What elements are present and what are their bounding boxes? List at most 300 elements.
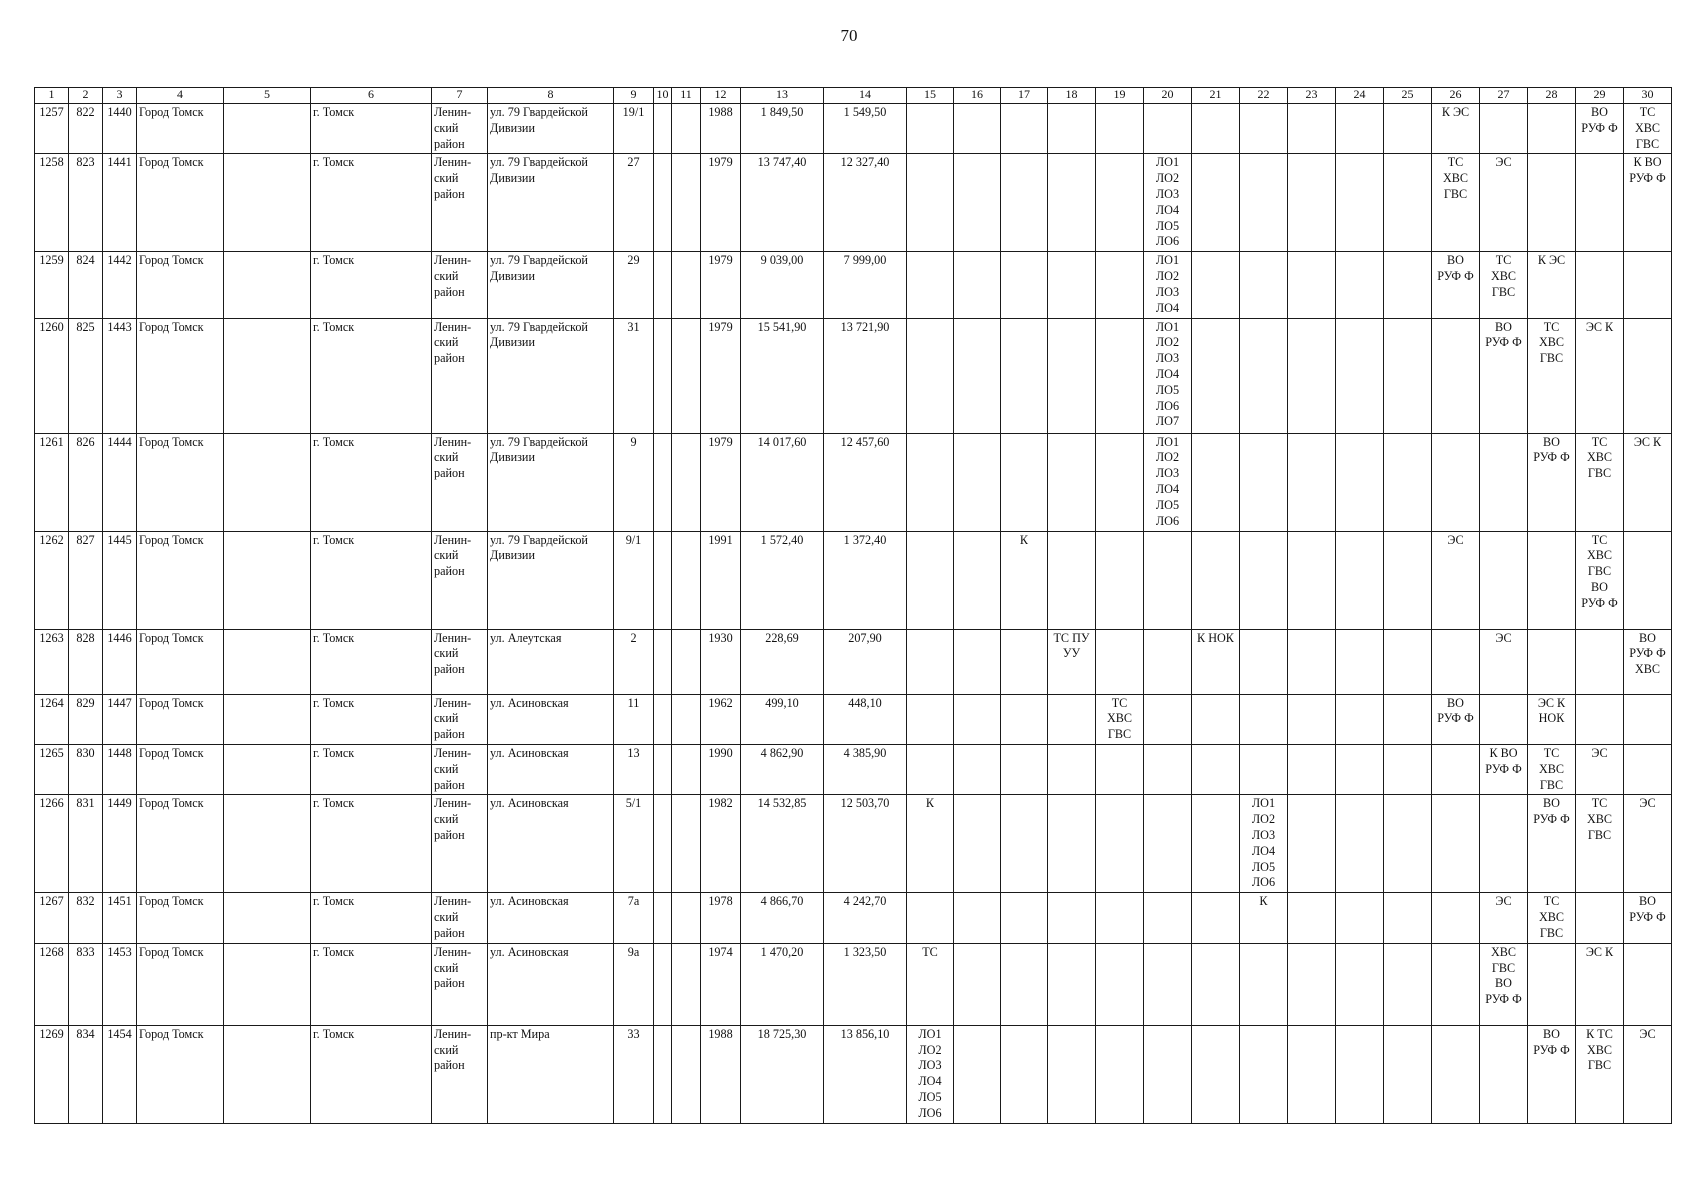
table-cell [1144,744,1192,794]
table-cell [1336,744,1384,794]
table-cell: К ТС ХВС ГВС [1576,1025,1624,1123]
column-header: 4 [137,88,224,104]
table-cell: 499,10 [741,694,824,744]
table-cell: ул. 79 Гвардейской Дивизии [488,104,614,154]
table-cell: Город Томск [137,318,224,433]
table-cell [1288,893,1336,943]
table-cell [1432,744,1480,794]
table-cell: 31 [614,318,654,433]
table-cell [1096,893,1144,943]
table-cell [1144,629,1192,694]
table-cell: 830 [69,744,103,794]
table-cell: К ЭС [1432,104,1480,154]
table-cell: 1449 [103,795,137,893]
column-header: 2 [69,88,103,104]
table-cell: Ленин- ский район [432,629,488,694]
table-cell [954,694,1001,744]
table-cell [1001,1025,1048,1123]
table-row [35,629,1672,694]
table-cell [1144,104,1192,154]
table-cell: ВО РУФ Ф [1624,893,1672,943]
table-cell [1288,154,1336,252]
table-cell [907,104,954,154]
table-cell [1528,629,1576,694]
column-header: 22 [1240,88,1288,104]
table-row [35,531,1672,629]
table-cell [672,531,701,629]
table-cell [1001,433,1048,531]
table-cell [907,629,954,694]
table-cell: К НОК [1192,629,1240,694]
table-cell [1192,1025,1240,1123]
table-cell [1240,433,1288,531]
table-cell [654,629,672,694]
table-cell [1336,943,1384,1025]
table-cell [1624,744,1672,794]
column-header: 30 [1624,88,1672,104]
table-cell [1336,318,1384,433]
table-cell [1048,531,1096,629]
table-cell: г. Томск [311,154,432,252]
table-cell [1576,893,1624,943]
table-cell [954,318,1001,433]
table-cell: ТС ХВС ГВС [1528,318,1576,433]
table-cell: ТС ХВС ГВС [1528,893,1576,943]
table-cell: ЭС [1432,531,1480,629]
table-cell: 15 541,90 [741,318,824,433]
table-cell [672,318,701,433]
table-cell: Ленин- ский район [432,531,488,629]
table-cell [1624,531,1672,629]
table-cell: 1962 [701,694,741,744]
table-cell [654,943,672,1025]
table-cell [1192,104,1240,154]
table-cell: 9 039,00 [741,252,824,318]
table-cell: 1269 [35,1025,69,1123]
table-cell: Ленин- ский район [432,943,488,1025]
table-cell: Ленин- ский район [432,252,488,318]
table-cell [224,1025,311,1123]
table-cell [1336,795,1384,893]
table-cell: 1447 [103,694,137,744]
table-cell [1480,694,1528,744]
table-cell [1288,629,1336,694]
table-cell: г. Томск [311,629,432,694]
table-cell: К [1001,531,1048,629]
table-cell [1240,531,1288,629]
table-cell [907,744,954,794]
table-cell [1096,744,1144,794]
table-cell [1240,154,1288,252]
table-cell: г. Томск [311,531,432,629]
table-cell [1192,154,1240,252]
table-cell: ЭС [1480,154,1528,252]
table-cell [1432,1025,1480,1123]
table-cell: 14 017,60 [741,433,824,531]
table-cell [1144,893,1192,943]
table-cell [224,629,311,694]
table-cell: 27 [614,154,654,252]
table-cell [1336,893,1384,943]
table-cell [1048,694,1096,744]
table-cell [1384,252,1432,318]
table-cell [907,154,954,252]
table-cell: Ленин- ский район [432,104,488,154]
table-cell: 1267 [35,893,69,943]
table-cell [654,433,672,531]
table-cell: г. Томск [311,744,432,794]
table-cell [1288,104,1336,154]
header-row [35,88,1672,104]
table-cell: 1448 [103,744,137,794]
table-cell [1432,943,1480,1025]
table-cell [1576,252,1624,318]
table-cell: ЭС К [1576,943,1624,1025]
table-cell: ул. 79 Гвардейской Дивизии [488,318,614,433]
table-cell [1384,104,1432,154]
table-cell [1624,943,1672,1025]
table-cell: ул. Асиновская [488,744,614,794]
table-cell: ул. 79 Гвардейской Дивизии [488,154,614,252]
table-cell [1240,943,1288,1025]
table-cell: 1268 [35,943,69,1025]
table-cell [224,943,311,1025]
table-cell [1336,154,1384,252]
table-cell: пр-кт Мира [488,1025,614,1123]
table-row [35,104,1672,154]
table-cell [1384,154,1432,252]
table-cell: 1990 [701,744,741,794]
table-cell: 1 849,50 [741,104,824,154]
table-cell: 1446 [103,629,137,694]
table-cell: К [907,795,954,893]
table-cell [1480,433,1528,531]
table-cell: г. Томск [311,252,432,318]
table-cell [1288,433,1336,531]
column-header: 1 [35,88,69,104]
table-cell [1288,318,1336,433]
table-cell: 1979 [701,252,741,318]
table-cell: Город Томск [137,629,224,694]
table-cell: г. Томск [311,795,432,893]
table-cell: К ВО РУФ Ф [1624,154,1672,252]
table-cell: 1264 [35,694,69,744]
table-cell [1048,252,1096,318]
column-header: 27 [1480,88,1528,104]
table-cell: 823 [69,154,103,252]
table-cell [1480,104,1528,154]
table-cell [1528,943,1576,1025]
table-cell [672,629,701,694]
table-cell: г. Томск [311,318,432,433]
table-cell [954,795,1001,893]
table-cell [1144,694,1192,744]
table-cell [672,795,701,893]
column-header: 15 [907,88,954,104]
table-cell: ТС ХВС ГВС [1432,154,1480,252]
table-cell [654,744,672,794]
table-cell: К [1240,893,1288,943]
table-row [35,154,1672,252]
table-cell [954,629,1001,694]
table-cell: ЭС [1480,893,1528,943]
table-cell: 1258 [35,154,69,252]
table-cell: ВО РУФ Ф [1528,795,1576,893]
table-cell: Ленин- ский район [432,694,488,744]
table-cell: ЭС [1624,1025,1672,1123]
column-header: 21 [1192,88,1240,104]
table-cell: 1453 [103,943,137,1025]
table-cell [954,1025,1001,1123]
table-cell: Ленин- ский район [432,318,488,433]
table-cell [1624,318,1672,433]
column-header: 8 [488,88,614,104]
table-cell [1240,744,1288,794]
table-cell: 1930 [701,629,741,694]
table-cell [954,943,1001,1025]
table-cell: 12 327,40 [824,154,907,252]
table-cell: ул. Асиновская [488,943,614,1025]
table-cell: 826 [69,433,103,531]
table-cell [1048,893,1096,943]
table-cell: 1988 [701,104,741,154]
table-cell: ул. Асиновская [488,893,614,943]
table-cell: ТС ХВС ГВС [1480,252,1528,318]
table-cell: г. Томск [311,893,432,943]
table-cell [1384,795,1432,893]
table-cell: 1265 [35,744,69,794]
table-cell: 9/1 [614,531,654,629]
table-cell [907,433,954,531]
table-cell [224,154,311,252]
table-cell [1480,795,1528,893]
table-cell [224,694,311,744]
table-cell: 1988 [701,1025,741,1123]
table-cell [1288,252,1336,318]
table-cell [1432,433,1480,531]
table-cell [1288,694,1336,744]
table-cell [1384,744,1432,794]
table-cell: Город Томск [137,433,224,531]
table-cell [1096,629,1144,694]
table-cell [654,531,672,629]
table-cell: 1979 [701,433,741,531]
table-cell [1096,154,1144,252]
table-cell: Город Томск [137,893,224,943]
table-cell: 4 866,70 [741,893,824,943]
table-cell: ВО РУФ Ф [1432,252,1480,318]
table-cell [954,744,1001,794]
table-cell: 448,10 [824,694,907,744]
table-cell: 4 385,90 [824,744,907,794]
table-cell [1192,694,1240,744]
table-cell [1240,629,1288,694]
table-cell: ул. 79 Гвардейской Дивизии [488,531,614,629]
table-cell: 1444 [103,433,137,531]
table-cell [1240,104,1288,154]
table-cell: Город Томск [137,1025,224,1123]
table-cell [1001,104,1048,154]
table-cell [1048,744,1096,794]
table-cell: ВО РУФ Ф [1576,104,1624,154]
table-row [35,318,1672,433]
column-header: 18 [1048,88,1096,104]
table-cell [654,252,672,318]
column-header: 25 [1384,88,1432,104]
table-cell: 1266 [35,795,69,893]
table-row [35,943,1672,1025]
table-cell [1528,104,1576,154]
table-cell: 1440 [103,104,137,154]
table-cell: 13 747,40 [741,154,824,252]
table-cell: 824 [69,252,103,318]
table-cell [1336,252,1384,318]
table-cell [1192,318,1240,433]
table-cell [1096,318,1144,433]
table-cell: ТС ХВС ГВС [1624,104,1672,154]
table-cell: ЛО1 ЛО2 ЛО3 ЛО4 ЛО5 ЛО6 [1144,433,1192,531]
table-cell: 4 862,90 [741,744,824,794]
column-header: 19 [1096,88,1144,104]
table-cell: г. Томск [311,1025,432,1123]
table-cell [672,744,701,794]
table-cell: ЛО1 ЛО2 ЛО3 ЛО4 [1144,252,1192,318]
table-cell [1001,629,1048,694]
column-header: 11 [672,88,701,104]
table-cell: 12 457,60 [824,433,907,531]
table-cell: 1263 [35,629,69,694]
column-header: 24 [1336,88,1384,104]
register-table [34,87,1672,1124]
table-cell: 1441 [103,154,137,252]
table-cell [1432,795,1480,893]
table-cell [224,744,311,794]
table-cell: 1 323,50 [824,943,907,1025]
table-cell: К ВО РУФ Ф [1480,744,1528,794]
table-cell [224,252,311,318]
table-cell [224,893,311,943]
table-cell: 822 [69,104,103,154]
table-cell [1096,795,1144,893]
table-cell [1192,744,1240,794]
table-cell: ЭС [1576,744,1624,794]
table-cell [1384,694,1432,744]
table-cell: ЛО1 ЛО2 ЛО3 ЛО4 ЛО5 ЛО6 ЛО7 [1144,318,1192,433]
table-cell [1192,943,1240,1025]
column-header: 17 [1001,88,1048,104]
table-cell [1144,795,1192,893]
table-cell [1048,1025,1096,1123]
table-cell [1001,694,1048,744]
table-cell [224,318,311,433]
table-cell: 4 242,70 [824,893,907,943]
table-cell: 832 [69,893,103,943]
table-cell [1432,318,1480,433]
table-cell [224,531,311,629]
table-cell: Город Томск [137,154,224,252]
table-cell [1432,629,1480,694]
table-cell: ЭС [1480,629,1528,694]
table-cell: 29 [614,252,654,318]
column-header: 23 [1288,88,1336,104]
table-cell: 834 [69,1025,103,1123]
table-cell [1528,531,1576,629]
table-cell [672,104,701,154]
table-cell: 13 721,90 [824,318,907,433]
table-row [35,744,1672,794]
table-cell [1336,531,1384,629]
column-header: 13 [741,88,824,104]
table-cell [1336,1025,1384,1123]
table-cell [1384,433,1432,531]
table-cell [1048,318,1096,433]
table-cell [672,1025,701,1123]
table-cell [1240,318,1288,433]
table-cell [1336,104,1384,154]
column-header: 6 [311,88,432,104]
table-cell [907,893,954,943]
column-header: 29 [1576,88,1624,104]
table-cell [954,104,1001,154]
table-cell [1001,252,1048,318]
table-cell: 1 372,40 [824,531,907,629]
table-cell [1576,629,1624,694]
table-cell: 825 [69,318,103,433]
table-cell [1288,795,1336,893]
table-cell [654,795,672,893]
table-cell: Город Томск [137,694,224,744]
table-cell: ТС ХВС ГВС ВО РУФ Ф [1576,531,1624,629]
table-cell [1288,531,1336,629]
table-cell [1288,943,1336,1025]
table-cell [672,433,701,531]
table-cell: 1259 [35,252,69,318]
table-cell: ВО РУФ Ф [1528,1025,1576,1123]
table-cell [1528,154,1576,252]
table-cell [1624,694,1672,744]
table-cell: ТС ХВС ГВС [1096,694,1144,744]
table-cell: ЭС К [1576,318,1624,433]
table-cell: 1442 [103,252,137,318]
table-cell: Ленин- ский район [432,744,488,794]
table-cell [1384,318,1432,433]
table-cell: 2 [614,629,654,694]
table-cell: 1979 [701,318,741,433]
page-number: 70 [840,26,858,45]
table-cell: ЭС К [1624,433,1672,531]
table-row [35,795,1672,893]
table-cell: Ленин- ский район [432,154,488,252]
table-cell: 1257 [35,104,69,154]
table-cell [654,104,672,154]
table-cell: 829 [69,694,103,744]
table-cell [1001,795,1048,893]
table-cell: ул. 79 Гвардейской Дивизии [488,433,614,531]
table-cell [954,893,1001,943]
table-cell [1048,795,1096,893]
table-cell: ТС ХВС ГВС [1576,433,1624,531]
table-cell: 1260 [35,318,69,433]
table-cell [654,154,672,252]
table-cell: г. Томск [311,694,432,744]
table-cell: 11 [614,694,654,744]
table-cell [1384,629,1432,694]
column-header: 5 [224,88,311,104]
table-cell [1144,1025,1192,1123]
table-cell: 7 999,00 [824,252,907,318]
table-cell [672,943,701,1025]
table-cell: 13 856,10 [824,1025,907,1123]
